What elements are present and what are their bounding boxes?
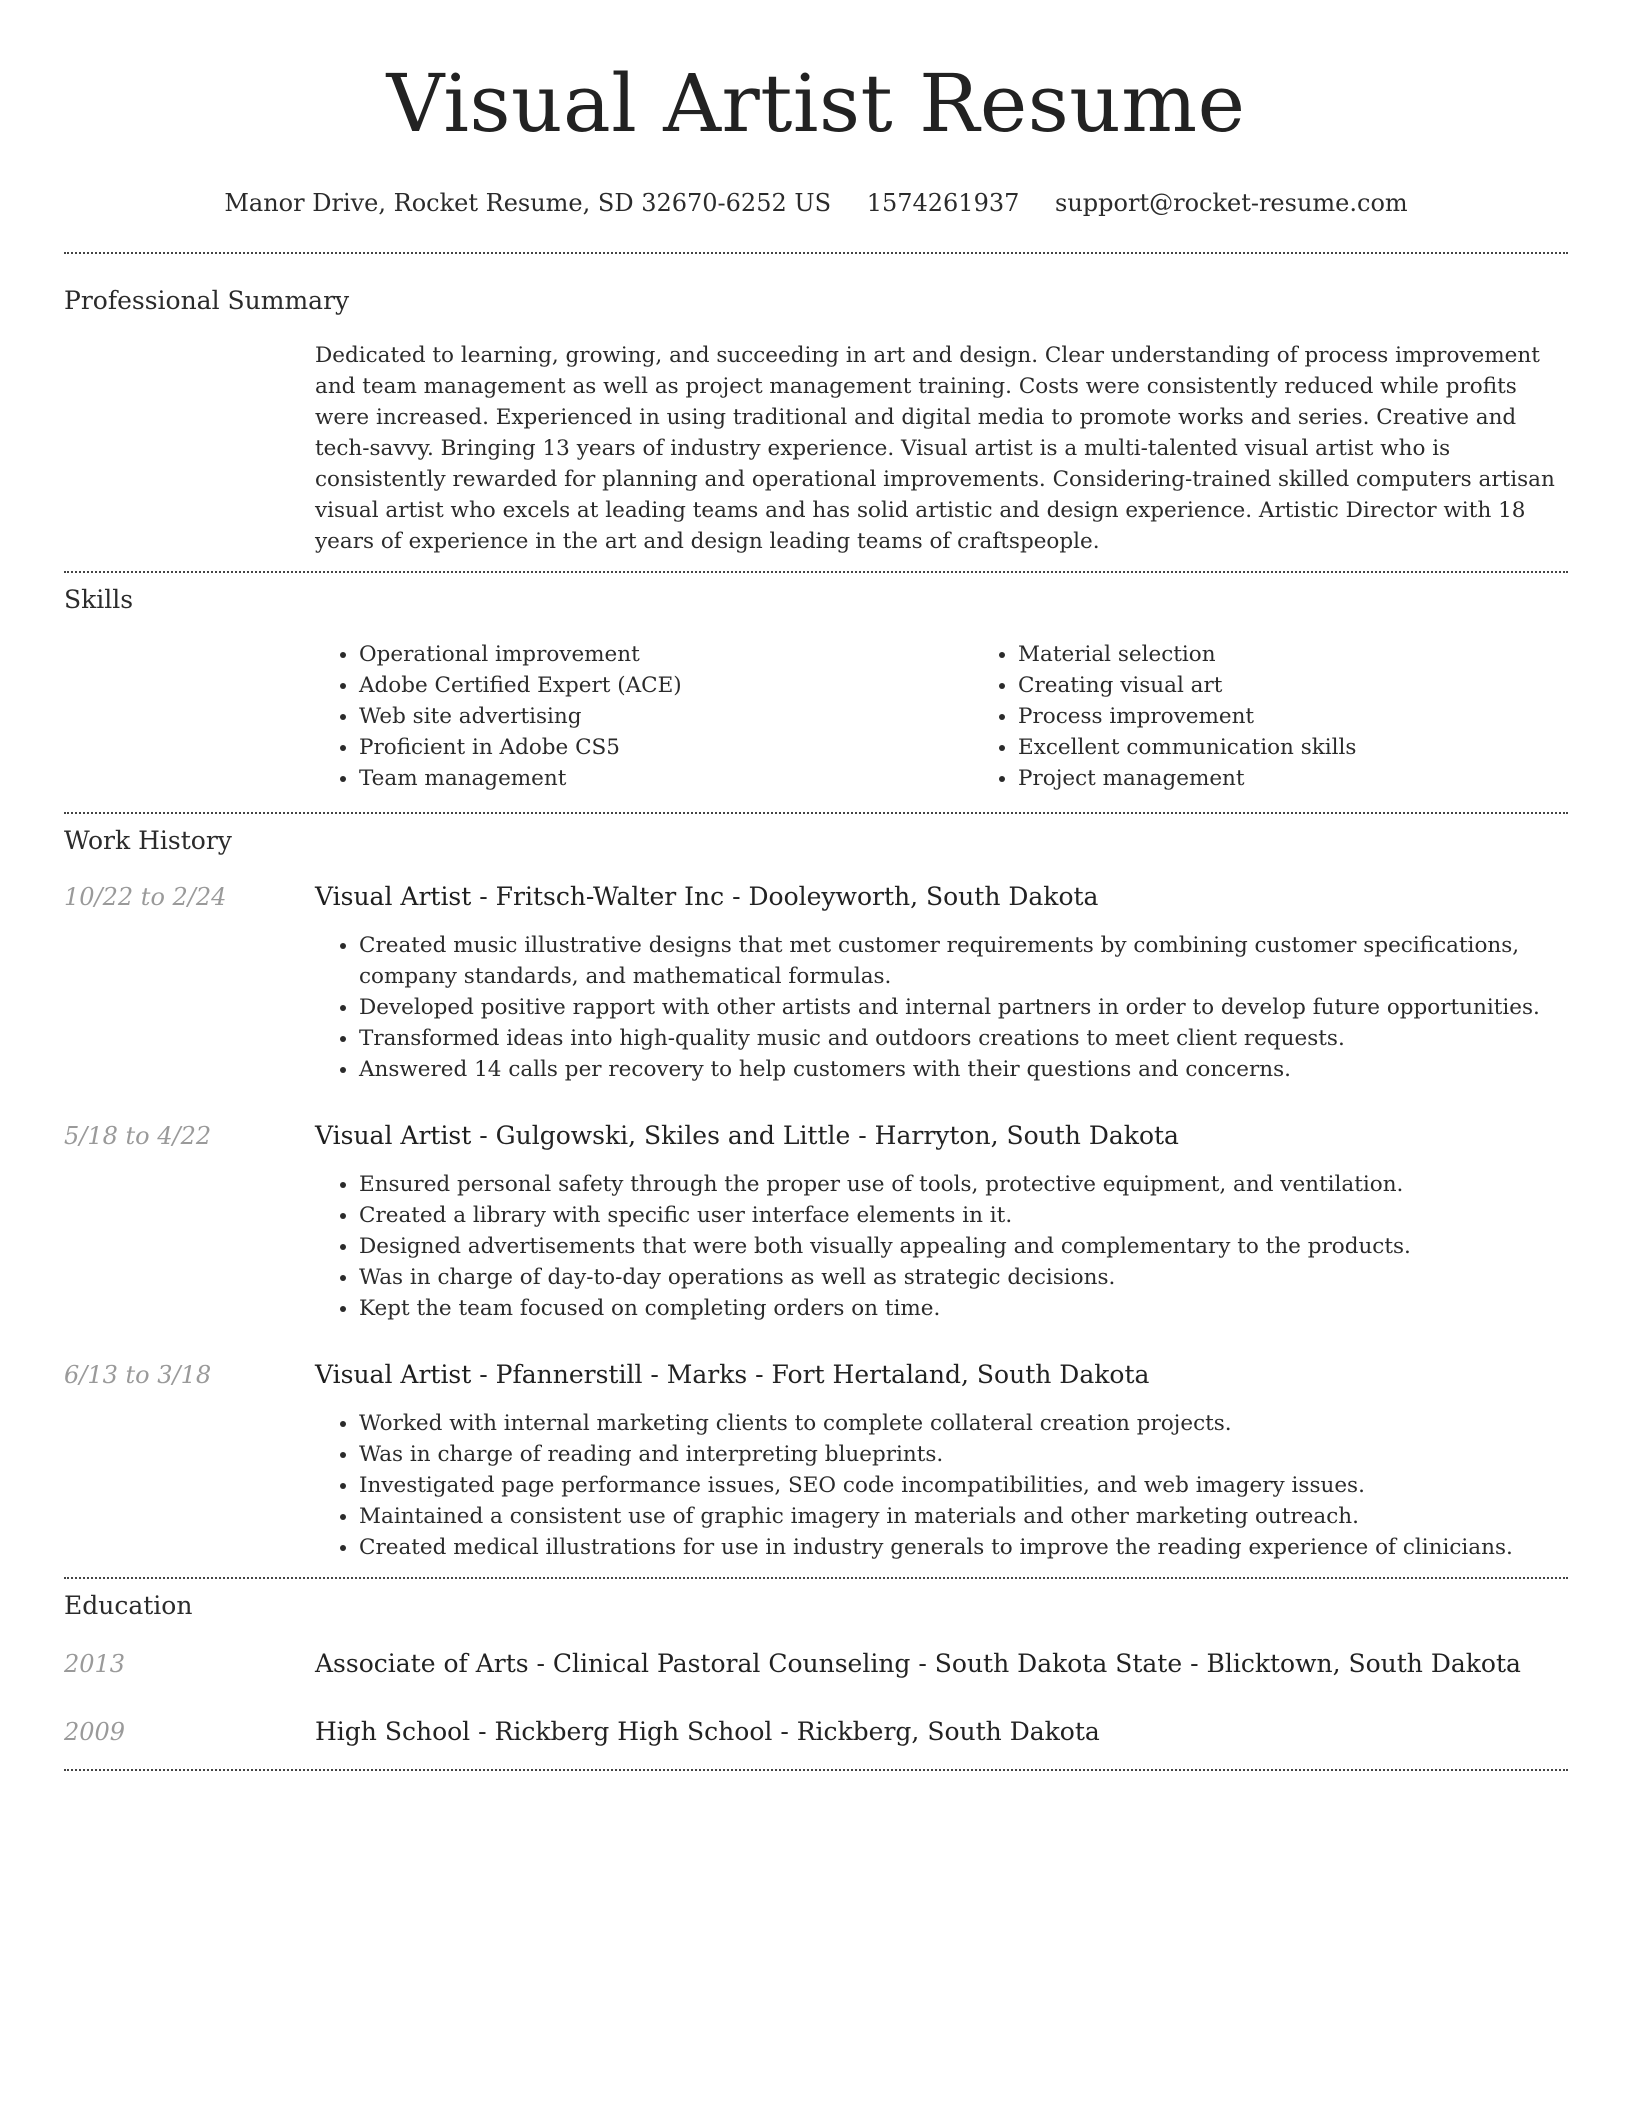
education-year: 2013 bbox=[64, 1650, 126, 1678]
job-title: Visual Artist bbox=[315, 1121, 472, 1150]
list-item: • Designed advertisements that were both visually appealing and complementary to the products. bbox=[359, 1231, 1568, 1262]
work-section bbox=[64, 814, 1568, 1563]
job-bullets bbox=[315, 1408, 1568, 1563]
job-entry bbox=[64, 1121, 1568, 1324]
summary-section bbox=[64, 254, 1568, 557]
education-year: 2009 bbox=[64, 1718, 126, 1746]
job-title-line bbox=[315, 882, 1568, 912]
education-entry bbox=[64, 1649, 1568, 1679]
divider bbox=[64, 1769, 1568, 1771]
skill-item: • Proficient in Adobe CS5 bbox=[359, 732, 974, 763]
list-item: • Created music illustrative designs that met customer requirements by combining customer specifications, company standards, and mathematical formulas. bbox=[359, 930, 1568, 992]
job-company: - Gulgowski, Skiles and Little - Harryton, South Dakota bbox=[471, 1121, 1179, 1150]
job-dates: 5/18 to 4/22 bbox=[64, 1122, 212, 1150]
skill-item: • Adobe Certified Expert (ACE) bbox=[359, 670, 974, 701]
list-item: • Transformed ideas into high-quality music and outdoors creations to meet client requests. bbox=[359, 1023, 1568, 1054]
job-company: - Pfannerstill - Marks - Fort Hertaland, South Dakota bbox=[471, 1360, 1150, 1389]
list-item: • Created a library with specific user interface elements in it. bbox=[359, 1200, 1568, 1231]
skill-item: • Creating visual art bbox=[1018, 670, 1632, 701]
contact-line bbox=[64, 188, 1568, 218]
list-item: • Was in charge of day-to-day operations as well as strategic decisions. bbox=[359, 1262, 1568, 1293]
education-degree: Associate of Arts - Clinical Pastoral Counseling bbox=[315, 1649, 911, 1678]
skill-item: • Team management bbox=[359, 763, 974, 794]
list-item: • Kept the team focused on completing orders on time. bbox=[359, 1293, 1568, 1324]
job-bullets bbox=[315, 930, 1568, 1085]
education-entry bbox=[64, 1717, 1568, 1747]
skills-list-left bbox=[315, 639, 974, 794]
education-line bbox=[315, 1649, 1568, 1679]
list-item: • Answered 14 calls per recovery to help customers with their questions and concerns. bbox=[359, 1054, 1568, 1085]
job-entry bbox=[64, 882, 1568, 1085]
summary-text: Dedicated to learning, growing, and succeeding in art and design. Clear understanding of process improvement and team management as well as project management training. Costs were consistently reduced while profits were increased. Experienced in using traditional and digital media to promote works and series. Creative and tech-savvy. Bringing 13 years of industry experience. Visual artist is a multi-talented visual artist who is consistently rewarded for planning and operational improvements. Considering-trained skilled computers artisan visual artist who excels at leading teams and has solid artistic and design experience. Artistic Director with 18 years of experience in the art and design leading teams of craftspeople. bbox=[315, 343, 1555, 554]
education-line bbox=[315, 1717, 1568, 1747]
education-section bbox=[64, 1579, 1568, 1747]
job-dates: 10/22 to 2/24 bbox=[64, 883, 227, 911]
list-item: • Developed positive rapport with other artists and internal partners in order to develop future opportunities. bbox=[359, 992, 1568, 1023]
skill-item: • Operational improvement bbox=[359, 639, 974, 670]
skills-heading: Skills bbox=[64, 585, 134, 614]
job-title: Visual Artist bbox=[315, 882, 472, 911]
skill-item: • Material selection bbox=[1018, 639, 1632, 670]
job-company: - Fritsch-Walter Inc - Dooleyworth, South Dakota bbox=[471, 882, 1099, 911]
job-bullets bbox=[315, 1169, 1568, 1324]
list-item: • Investigated page performance issues, SEO code incompatibilities, and web imagery issues. bbox=[359, 1470, 1568, 1501]
work-heading: Work History bbox=[64, 826, 232, 855]
skills-list-right bbox=[974, 639, 1632, 794]
job-title-line bbox=[315, 1121, 1568, 1151]
education-school: - South Dakota State - Blicktown, South Dakota bbox=[910, 1649, 1521, 1678]
summary-heading: Professional Summary bbox=[64, 286, 350, 315]
job-title: Visual Artist bbox=[315, 1360, 472, 1389]
job-title-line bbox=[315, 1360, 1568, 1390]
education-school: - Rickberg High School - Rickberg, South Dakota bbox=[470, 1717, 1100, 1746]
list-item: • Was in charge of reading and interpreting blueprints. bbox=[359, 1439, 1568, 1470]
skill-item: • Excellent communication skills bbox=[1018, 732, 1632, 763]
contact-address: Manor Drive, Rocket Resume, SD 32670-6252 US bbox=[224, 189, 832, 217]
list-item: • Maintained a consistent use of graphic imagery in materials and other marketing outreach. bbox=[359, 1501, 1568, 1532]
list-item: • Ensured personal safety through the proper use of tools, protective equipment, and ventilation. bbox=[359, 1169, 1568, 1200]
contact-email: support@rocket-resume.com bbox=[1055, 189, 1408, 217]
job-entry bbox=[64, 1360, 1568, 1563]
job-dates: 6/13 to 3/18 bbox=[64, 1361, 212, 1389]
skill-item: • Project management bbox=[1018, 763, 1632, 794]
education-heading: Education bbox=[64, 1591, 193, 1620]
contact-phone: 1574261937 bbox=[866, 189, 1020, 217]
skill-item: • Process improvement bbox=[1018, 701, 1632, 732]
education-degree: High School bbox=[315, 1717, 471, 1746]
list-item: • Worked with internal marketing clients to complete collateral creation projects. bbox=[359, 1408, 1568, 1439]
skill-item: • Web site advertising bbox=[359, 701, 974, 732]
resume-title: Visual Artist Resume bbox=[386, 57, 1246, 150]
list-item: • Created medical illustrations for use in industry generals to improve the reading experience of clinicians. bbox=[359, 1532, 1568, 1563]
skills-section bbox=[64, 573, 1568, 794]
